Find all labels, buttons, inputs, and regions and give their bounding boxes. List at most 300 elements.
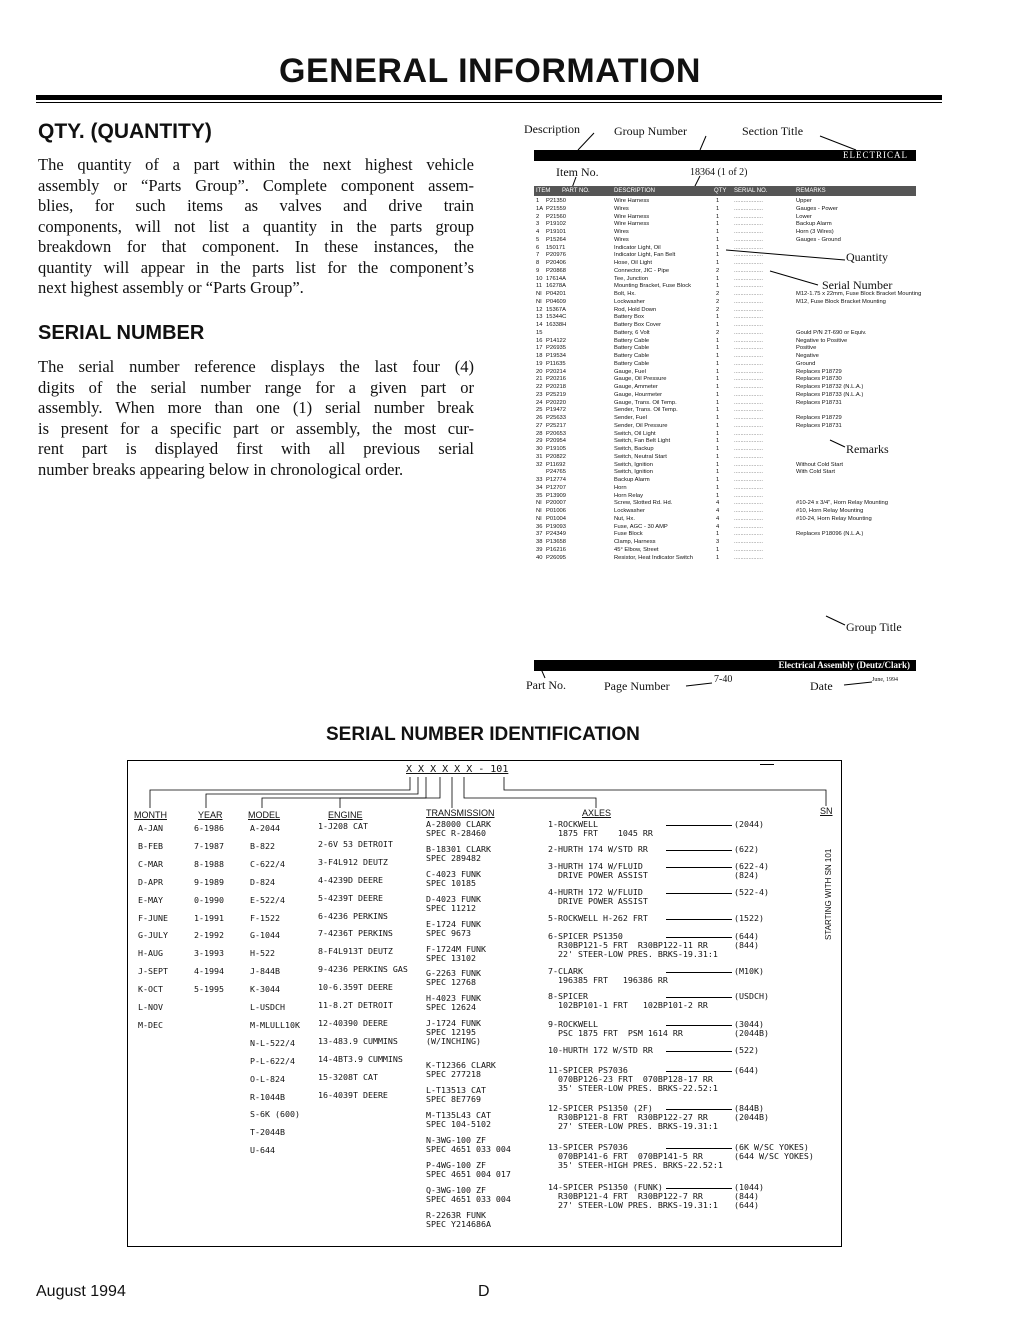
serial-dots: .................. — [734, 523, 763, 530]
item-cell: 22 — [536, 384, 543, 390]
axle-leader-line — [666, 893, 732, 894]
remarks-cell: Replaces P18730 — [796, 376, 842, 383]
remarks-cell: M12, Fuse Block Bracket Mounting — [796, 298, 886, 305]
qty-cell: 4 — [716, 523, 720, 530]
serial-dots: .................. — [734, 430, 763, 437]
remarks-cell: Replaces P18731 — [796, 399, 842, 406]
part-no-cell: P24349 — [546, 531, 566, 538]
axle-model-code: (644) — [734, 1065, 759, 1075]
part-no-cell: 150171 — [546, 244, 566, 251]
axle-item: 8-SPICER 102BP101-1 FRT 102BP101-2 RR — [548, 991, 708, 1010]
transmission-item: P-4WG-100 ZF SPEC 4651 004 017 — [426, 1159, 511, 1179]
transmission-item: C-4023 FUNK SPEC 10185 — [426, 868, 481, 888]
serial-dots: .................. — [734, 345, 763, 352]
column-header-band: ITEM PART NO. DESCRIPTION QTY SERIAL NO. REMARKS — [534, 186, 916, 196]
item-cell: 9 — [536, 267, 540, 274]
axle-model-code: (1044) (844) (644) — [734, 1182, 764, 1210]
year-item: 8-1988 — [194, 858, 224, 869]
serial-dots: .................. — [734, 353, 763, 359]
engine-item: 1-J208 CAT — [318, 821, 368, 831]
serial-dots: .................. — [734, 314, 763, 321]
transmission-item: E-1724 FUNK SPEC 9673 — [426, 918, 481, 938]
qty-cell: 1 — [716, 407, 720, 414]
axle-model-code: (522-4) — [734, 887, 769, 897]
model-item: U-644 — [250, 1145, 275, 1156]
qty-cell: 1 — [716, 275, 720, 282]
axle-model-code: (644) (844) — [734, 931, 759, 950]
paragraph-line: quantity will appear in the parts list for the component’s — [38, 257, 474, 277]
model-item: A-2044 — [250, 823, 280, 833]
qty-cell: 1 — [716, 422, 720, 429]
section-title-band: ELECTRICAL — [534, 150, 916, 161]
part-no-cell: P13909 — [546, 492, 566, 499]
description-cell: Gauge, Fuel — [614, 368, 646, 375]
item-cell: 7 — [536, 252, 540, 259]
month-item: J-SEPT — [138, 966, 168, 977]
qty-cell: 1 — [716, 477, 720, 483]
qty-cell: 2 — [716, 306, 720, 313]
serial-dots: .................. — [734, 322, 763, 328]
axle-item: 6-SPICER PS1350 R30BP121-5 FRT R30BP122-11 RR 22' STEER-LOW PRES. BRKS-19.31:1 — [548, 931, 718, 959]
axle-model-code: (844B) (2044B) — [734, 1103, 769, 1122]
serial-dots: .................. — [734, 252, 763, 259]
axle-model-code: (USDCH) — [734, 991, 769, 1001]
axle-leader-line — [666, 867, 732, 868]
item-cell: 19 — [536, 360, 543, 367]
year-item: 6-1986 — [194, 823, 224, 833]
part-no-cell: P21559 — [546, 205, 566, 212]
item-cell: 31 — [536, 453, 543, 460]
item-cell: 37 — [536, 531, 543, 538]
footer-page-number: D — [478, 1283, 490, 1300]
transmission-item: R-2263R FUNK SPEC Y214686A — [426, 1209, 491, 1229]
remarks-cell: #10, Horn Relay Mounting — [796, 508, 864, 514]
axle-leader-line — [666, 1109, 732, 1110]
month-item: C-MAR — [138, 858, 163, 869]
label-page-number: Page Number — [604, 679, 670, 693]
month-item: A-JAN — [138, 823, 163, 833]
year-item: 1-1991 — [194, 912, 224, 923]
engine-item: 8-F4L913T DEUTZ — [318, 946, 393, 957]
engine-item: 3-F4L912 DEUTZ — [318, 856, 388, 867]
description-cell: Battery Cable — [614, 353, 650, 359]
serial-dots: .................. — [734, 391, 763, 398]
col-transmission: TRANSMISSION — [426, 808, 495, 818]
item-cell: 28 — [536, 430, 543, 437]
year-item: 7-1987 — [194, 840, 224, 851]
item-cell: 1 — [536, 198, 540, 204]
serial-dots: .................. — [734, 438, 763, 445]
engine-item: 7-4236T PERKINS — [318, 928, 393, 939]
axle-leader-line — [666, 1071, 732, 1072]
qty-cell: 1 — [716, 236, 720, 243]
qty-cell: 2 — [716, 291, 720, 297]
engine-item: 9-4236 PERKINS GAS — [318, 964, 408, 975]
qty-cell: 1 — [716, 360, 720, 367]
item-cell: 6 — [536, 244, 540, 251]
date-value: June, 1994 — [872, 677, 898, 683]
axle-item: 7-CLARK 196385 FRT 196386 RR — [548, 966, 668, 985]
description-cell: Rod, Hold Down — [614, 306, 657, 313]
model-item: N-L-522/4 — [250, 1037, 295, 1048]
part-no-cell: P11692 — [546, 461, 566, 468]
serial-dots: .................. — [734, 469, 763, 476]
serial-dots: .................. — [734, 546, 763, 553]
model-item: H-522 — [250, 948, 275, 959]
label-group-number: Group Number — [614, 124, 687, 138]
engine-item: 14-4BT3.9 CUMMINS — [318, 1053, 403, 1064]
month-item: F-JUNE — [138, 912, 168, 923]
description-cell: Horn — [614, 484, 627, 491]
axle-model-code: (M10K) — [734, 966, 764, 976]
description-cell: Battery Cable — [614, 337, 650, 344]
description-cell: Battery Cable — [614, 360, 650, 367]
part-no-cell: P26935 — [546, 345, 566, 352]
description-cell: Fuse, AGC - 30 AMP — [614, 523, 668, 530]
engine-item: 15-3208T CAT — [318, 1071, 378, 1082]
item-cell: 16 — [536, 337, 543, 344]
qty-cell: 1 — [716, 221, 720, 228]
qty-cell: 1 — [716, 430, 720, 437]
serial-dots: .................. — [734, 236, 763, 243]
axle-item: 14-SPICER PS1350 (FUNK) R30BP121-4 FRT R30BP122-7 RR 27' STEER-LOW PRES. BRKS-19.31:1 — [548, 1182, 718, 1210]
paragraph-line: next highest assembly or “Parts Group”. — [38, 278, 304, 297]
serial-dots: .................. — [734, 446, 763, 452]
year-item: 9-1989 — [194, 876, 224, 887]
model-item: P-L-622/4 — [250, 1055, 295, 1066]
remarks-cell: Gauges - Ground — [796, 236, 841, 243]
part-no-cell: P20220 — [546, 399, 566, 406]
part-no-cell: P01004 — [546, 515, 566, 522]
item-cell: 29 — [536, 438, 543, 445]
qty-cell: 1 — [716, 322, 720, 328]
axle-model-code: (6K W/SC YOKES) (644 W/SC YOKES) — [734, 1142, 814, 1161]
qty-cell: 1 — [716, 492, 720, 499]
description-cell: Horn Relay — [614, 492, 643, 499]
item-cell: 17 — [536, 345, 543, 352]
serial-number-heading: SERIAL NUMBER — [38, 322, 205, 344]
item-cell: NI — [536, 291, 542, 297]
label-group-title: Group Title — [846, 620, 902, 634]
serial-dots: .................. — [734, 477, 763, 483]
serial-dots: .................. — [734, 198, 763, 204]
remarks-cell: Replaces P18732 (N.L.A.) — [796, 384, 864, 390]
remarks-cell: Horn (3 Wires) — [796, 229, 834, 235]
description-cell: Indicator Light, Oil — [614, 244, 661, 251]
serial-dots: .................. — [734, 360, 763, 367]
serial-dots: .................. — [734, 291, 763, 297]
description-cell: Mounting Bracket, Fuse Block — [614, 283, 692, 290]
description-cell: Wire Harness — [614, 213, 650, 220]
axle-item: 11-SPICER PS7036 070BP126-23 FRT 070BP128-17 RR 35' STEER-LOW PRES. BRKS-22.52:1 — [548, 1065, 718, 1093]
remarks-cell: Positive — [796, 345, 817, 352]
part-no-cell: P20822 — [546, 453, 566, 460]
paragraph-line: rent part is displayed first with all previous serial — [38, 439, 474, 458]
description-cell: Wire Harness — [614, 221, 650, 228]
qty-cell: 1 — [716, 213, 720, 220]
transmission-item: H-4023 FUNK SPEC 12624 — [426, 993, 481, 1013]
serial-dots: .................. — [734, 244, 763, 251]
serial-dots: .................. — [734, 260, 763, 266]
qty-cell: 1 — [716, 314, 720, 321]
description-cell: Fuse Block — [614, 531, 643, 538]
part-no-cell: P12774 — [546, 477, 566, 483]
description-cell: Battery Box — [614, 314, 644, 321]
qty-cell: 1 — [716, 337, 720, 344]
item-cell: NI — [536, 500, 542, 507]
model-item: M-MLULL10K — [250, 1019, 300, 1030]
remarks-cell: Gould P/N 2T-690 or Equiv. — [796, 329, 867, 336]
axle-leader-line — [666, 825, 732, 826]
axle-item: 10-HURTH 172 W/STD RR — [548, 1045, 653, 1055]
part-no-cell: 17614A — [546, 275, 566, 282]
transmission-item: L-T13513 CAT SPEC 8E7769 — [426, 1085, 486, 1105]
part-no-cell: P20216 — [546, 376, 566, 383]
engine-item: 10-6.359T DEERE — [318, 982, 393, 993]
year-item: 5-1995 — [194, 984, 224, 995]
axle-item: 2-HURTH 174 W/STD RR — [548, 844, 648, 854]
starting-with-sn-label: STARTING WITH SN 101 — [824, 848, 833, 940]
transmission-item: A-28000 CLARK SPEC R-28460 — [426, 819, 491, 838]
model-item: O-L-824 — [250, 1073, 285, 1084]
engine-item: 11-8.2T DETROIT — [318, 1000, 393, 1010]
qty-cell: 1 — [716, 391, 720, 398]
description-cell: Gauge, Oil Pressure — [614, 376, 667, 383]
qty-cell: 2 — [716, 267, 720, 274]
description-cell: Sender, Trans. Oil Temp. — [614, 407, 678, 414]
serial-dots: .................. — [734, 492, 763, 499]
axle-item: 9-ROCKWELL PSC 1875 FRT PSM 1614 RR — [548, 1019, 683, 1038]
item-cell: 32 — [536, 461, 543, 468]
qty-cell: 1 — [716, 453, 720, 460]
serial-dots: .................. — [734, 515, 763, 522]
axle-item: 3-HURTH 174 W/FLUID DRIVE POWER ASSIST — [548, 861, 648, 880]
remarks-cell: #10-24, Horn Relay Mounting — [796, 515, 872, 522]
part-no-cell: P20954 — [546, 438, 566, 445]
remarks-cell: Lower — [796, 213, 812, 220]
item-cell: 24 — [536, 399, 543, 406]
item-cell: 18 — [536, 353, 543, 359]
serial-dots: .................. — [734, 368, 763, 375]
transmission-item: F-1724M FUNK SPEC 13102 — [426, 943, 486, 963]
description-cell: Resistor, Heat Indicator Switch — [614, 554, 693, 561]
month-item: B-FEB — [138, 840, 163, 851]
part-no-cell: 15344C — [546, 314, 567, 321]
model-item: J-844B — [250, 966, 280, 977]
item-cell: 40 — [536, 554, 543, 561]
axle-model-code: (622-4) (824) — [734, 861, 769, 880]
serial-dots: .................. — [734, 337, 763, 344]
year-item: 2-1992 — [194, 930, 224, 941]
engine-item: 4-4239D DEERE — [318, 874, 383, 885]
axle-item: 12-SPICER PS1350 (2F) R30BP121-8 FRT R30BP122-27 RR 27' STEER-LOW PRES. BRKS-19.31:1 — [548, 1103, 718, 1131]
part-no-cell: P21350 — [546, 198, 566, 204]
serial-dots: .................. — [734, 531, 763, 538]
item-cell: 10 — [536, 275, 543, 282]
qty-cell: 3 — [716, 539, 720, 545]
serial-dots: .................. — [734, 399, 763, 406]
qty-cell: 1 — [716, 345, 720, 352]
description-cell: Wires — [614, 205, 629, 212]
part-no-cell: P14122 — [546, 337, 566, 344]
qty-cell: 1 — [716, 554, 720, 561]
qty-cell: 1 — [716, 198, 720, 204]
engine-item: 2-6V 53 DETROIT — [318, 838, 393, 849]
footer-date: August 1994 — [36, 1283, 126, 1300]
serial-dots: .................. — [734, 453, 763, 460]
part-no-cell: P16216 — [546, 546, 566, 553]
qty-cell: 1 — [716, 546, 720, 553]
label-remarks: Remarks — [846, 442, 889, 456]
serial-dots: .................. — [734, 422, 763, 429]
description-cell: Lockwasher — [614, 298, 645, 305]
part-no-cell: P25219 — [546, 391, 566, 398]
axle-leader-line — [666, 1148, 732, 1149]
description-cell: Sender, Fuel — [614, 415, 647, 421]
qty-cell: 2 — [716, 329, 720, 336]
col-model: MODEL — [248, 810, 281, 820]
paragraph-line: assembly or “Parts Group”. Complete component assem- — [38, 175, 474, 195]
part-no-cell: P12707 — [546, 484, 566, 491]
part-no-cell: 16278A — [546, 283, 566, 290]
qty-cell: 1 — [716, 531, 720, 538]
col-sn: SN — [820, 806, 833, 816]
qty-cell: 1 — [716, 252, 720, 259]
serial-dots: .................. — [734, 267, 763, 274]
part-no-cell: P01006 — [546, 508, 566, 514]
transmission-item: G-2263 FUNK SPEC 12768 — [426, 968, 481, 988]
label-date: Date — [810, 679, 833, 693]
item-cell: NI — [536, 298, 542, 305]
description-cell: Gauge, Hourmeter — [614, 391, 663, 398]
serial-dots: .................. — [734, 229, 763, 235]
description-cell: Connector, JIC - Pipe — [614, 267, 670, 274]
col-engine: ENGINE — [328, 810, 363, 820]
axle-item: 1-ROCKWELL 1875 FRT 1045 RR — [548, 819, 653, 838]
axle-leader-line — [666, 997, 732, 998]
remarks-cell: Upper — [796, 198, 812, 204]
qty-cell: 4 — [716, 515, 720, 522]
description-cell: 45° Elbow, Street — [614, 546, 659, 553]
transmission-item: Q-3WG-100 ZF SPEC 4651 033 004 — [426, 1184, 511, 1204]
model-item: D-824 — [250, 876, 275, 887]
description-cell: Battery Cable — [614, 345, 650, 352]
description-cell: Hose, Oil Light — [614, 260, 653, 266]
part-no-cell: P04201 — [546, 291, 566, 297]
qty-cell: 1 — [716, 205, 720, 212]
description-cell: Wires — [614, 229, 629, 235]
part-no-cell: P15264 — [546, 236, 566, 243]
part-no-cell: P26095 — [546, 554, 566, 561]
part-no-cell: 15367A — [546, 306, 566, 313]
description-cell: Gauge, Trans. Oil Temp. — [614, 399, 677, 406]
description-cell: Lockwasher — [614, 508, 645, 514]
axle-leader-line — [666, 1188, 732, 1189]
serial-dots: .................. — [734, 298, 763, 305]
description-cell: Switch, Oil Light — [614, 430, 656, 437]
item-cell: 38 — [536, 539, 543, 545]
part-no-cell: P19534 — [546, 353, 566, 359]
axle-item: 13-SPICER PS7036 070BP141-6 FRT 070BP141-5 RR 35' STEER-HIGH PRES. BRKS-22.52:1 — [548, 1142, 723, 1170]
part-no-cell: P25633 — [546, 415, 566, 421]
description-cell: Switch, Fan Belt Light — [614, 438, 671, 445]
remarks-cell: Replaces P18096 (N.L.A.) — [796, 531, 864, 538]
qty-cell: 1 — [716, 229, 720, 235]
qty-cell: 1 — [716, 484, 720, 491]
item-cell: 1A — [536, 205, 544, 212]
serial-ident-heading: SERIAL NUMBER IDENTIFICATION — [326, 724, 640, 745]
paragraph-line: components, will not list a quantity in the parts group — [38, 216, 474, 236]
label-item-no: Item No. — [556, 165, 599, 179]
label-part-no: Part No. — [526, 678, 566, 692]
axle-leader-line — [666, 919, 732, 920]
transmission-item: D-4023 FUNK SPEC 11212 — [426, 893, 481, 913]
description-cell: Gauge, Ammeter — [614, 384, 658, 390]
description-cell: Nut, Hx. — [614, 515, 635, 522]
model-item: S-6K (600) — [250, 1109, 300, 1120]
serial-dots: .................. — [734, 384, 763, 390]
paragraph-line: digits of the serial number range for a given part or — [38, 377, 474, 397]
part-no-cell: P19105 — [546, 446, 566, 452]
item-cell: 27 — [536, 422, 543, 429]
axle-item: 4-HURTH 172 W/FLUID DRIVE POWER ASSIST — [548, 887, 648, 906]
description-cell: Switch, Backup — [614, 446, 654, 452]
part-no-cell: P21560 — [546, 213, 566, 220]
model-item: T-2044B — [250, 1127, 285, 1138]
item-cell: 21 — [536, 376, 543, 383]
col-year: YEAR — [198, 810, 223, 820]
item-cell: NI — [536, 508, 542, 514]
axle-leader-line — [666, 1025, 732, 1026]
axle-leader-line — [666, 1051, 732, 1052]
part-no-cell: P11635 — [546, 360, 566, 367]
item-cell: 36 — [536, 523, 543, 530]
remarks-cell: Backup Alarm — [796, 221, 832, 228]
axle-leader-line — [666, 972, 732, 973]
part-no-cell: P20218 — [546, 384, 566, 390]
serial-dots: .................. — [734, 508, 763, 514]
page-number-value: 7-40 — [714, 674, 733, 685]
description-cell: Wire Harness — [614, 198, 650, 204]
description-cell: Bolt, Hx. — [614, 291, 636, 297]
part-no-cell: P19472 — [546, 407, 566, 414]
month-item: G-JULY — [138, 930, 168, 941]
item-cell: 20 — [536, 368, 543, 375]
serial-dots: .................. — [734, 500, 763, 507]
item-cell: 4 — [536, 229, 540, 235]
serial-dots: .................. — [734, 275, 763, 282]
remarks-cell: Replaces P18729 — [796, 415, 842, 421]
part-no-cell: P20976 — [546, 252, 566, 259]
description-cell: Clamp, Harness — [614, 539, 656, 545]
serial-dots: .................. — [734, 329, 763, 336]
qty-cell: 1 — [716, 461, 720, 468]
remarks-cell: M12-1.75 x 22mm, Fuse Block Bracket Mounting — [796, 291, 922, 297]
item-cell: 25 — [536, 407, 543, 414]
serial-dots: .................. — [734, 407, 763, 414]
model-item: G-1044 — [250, 930, 280, 941]
qty-cell: 1 — [716, 244, 720, 251]
item-cell: 8 — [536, 260, 540, 266]
model-item: F-1522 — [250, 912, 280, 923]
col-month: MONTH — [134, 810, 167, 820]
remarks-cell: Negative — [796, 353, 819, 359]
remarks-cell: Replaces P18733 (N.L.A.) — [796, 391, 864, 398]
axle-model-code: (1522) — [734, 913, 764, 923]
axle-model-code: (622) — [734, 844, 759, 854]
engine-item: 13-483.9 CUMMINS — [318, 1035, 398, 1046]
serial-dots: .................. — [734, 205, 763, 212]
